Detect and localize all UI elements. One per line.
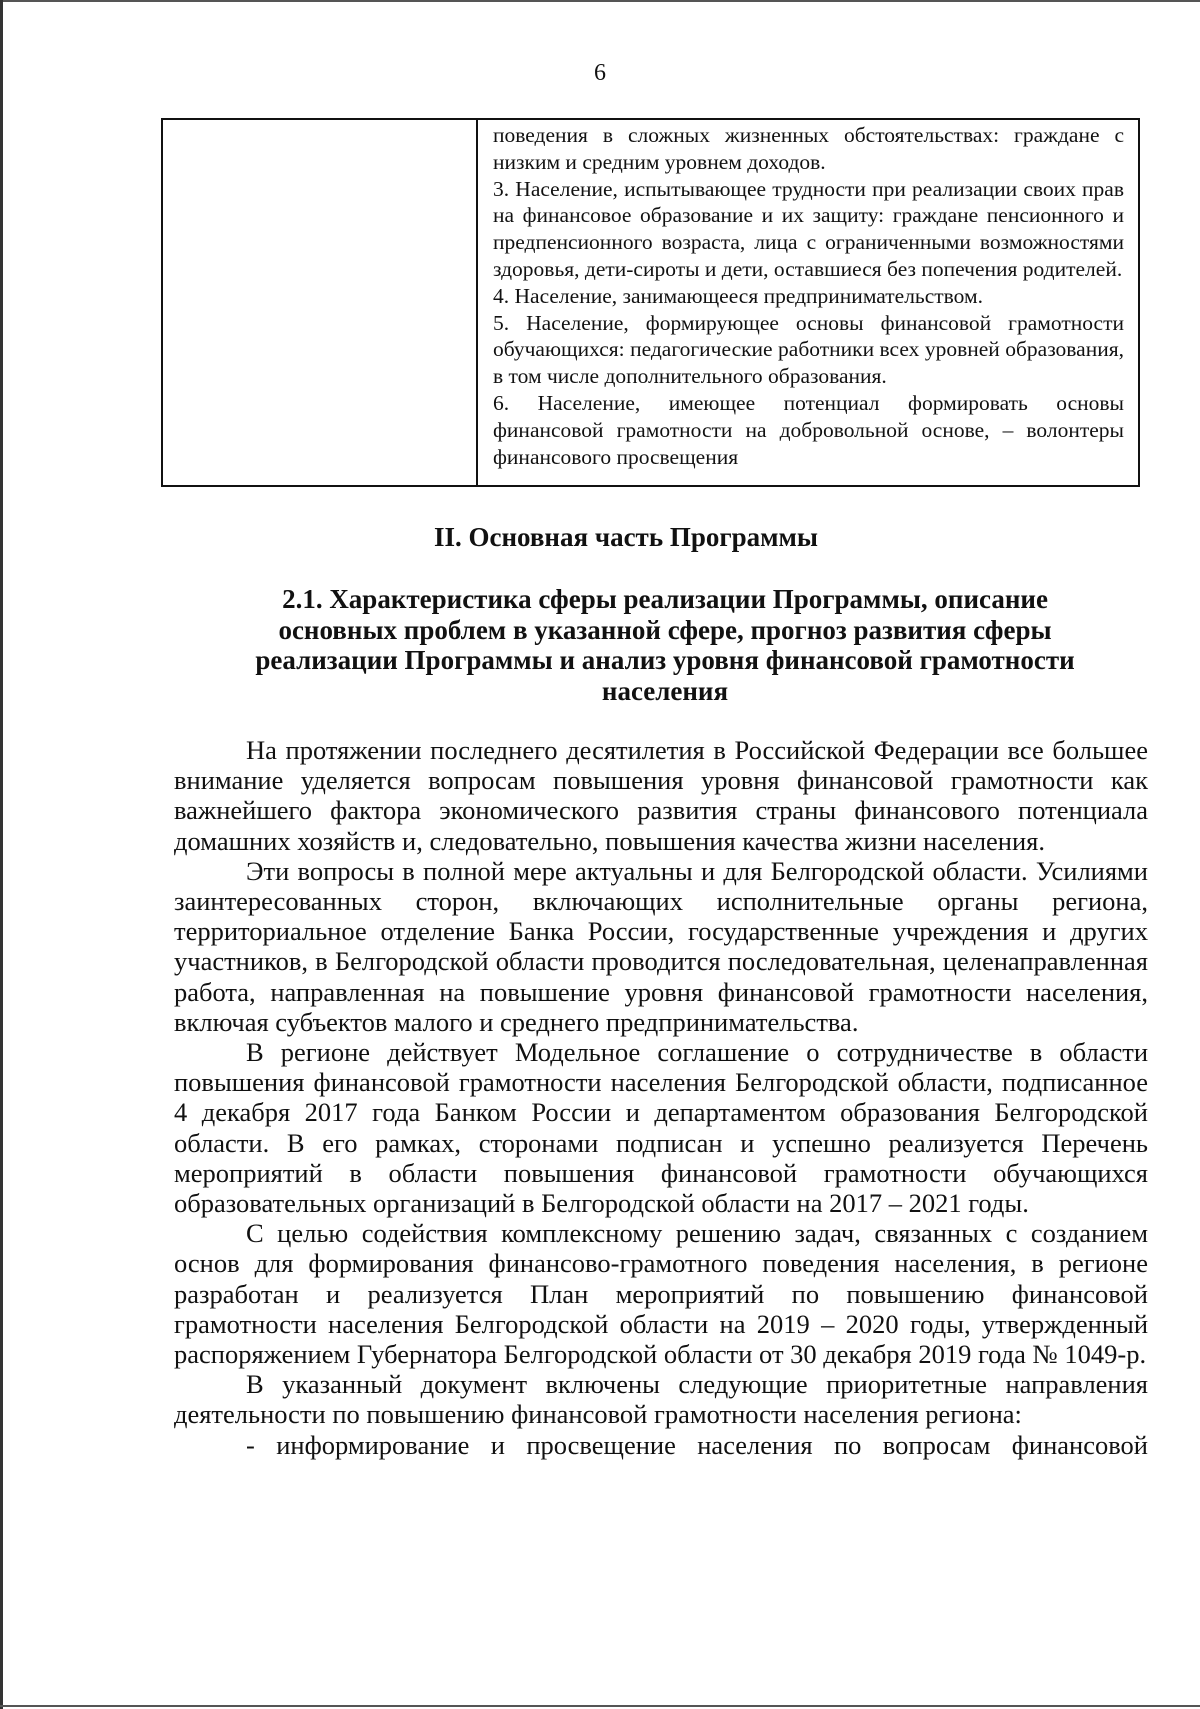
table-cell-paragraph: 6. Население, имеющее потенциал формировать основы финансовой грамотности на добровольной основе, – волонтеры финансового просвещения: [493, 390, 1124, 469]
page-number: 6: [594, 60, 606, 86]
body-text: [174, 735, 1148, 1460]
continuation-table: [161, 118, 1140, 487]
body-paragraph: С целью содействия комплексному решению задач, связанных с созданием основ для формирования финансово-грамотного поведения населения, в регионе разработан и реализуется План мероприятий по повышению финансовой грамотности населения Белгородской области на 2019 – 2020 годы, утвержденный распоряжением Губернатора Белгородской области от 30 декабря 2019 года № 1049-р.: [174, 1218, 1148, 1370]
table-cell-paragraph: 4. Население, занимающееся предпринимательством.: [493, 283, 983, 308]
scan-edge-bottom: [0, 1705, 1200, 1707]
subsection-title: 2.1. Характеристика сферы реализации Программы, описание основных проблем в указанной сфере, прогноз развития сферы реализации Программы и анализ уровня финансовой грамотности населения: [255, 584, 1075, 706]
scan-edge-left: [0, 0, 3, 1709]
section-title: II. Основная часть Программы: [433, 522, 819, 552]
body-paragraph: На протяжении последнего десятилетия в Российской Федерации все большее внимание уделяется вопросам повышения уровня финансовой грамотности как важнейшего фактора экономического развития страны финансового потенциала домашних хозяйств и, следовательно, повышения качества жизни населения.: [174, 735, 1148, 856]
table-cell-paragraph: 5. Население, формирующее основы финансовой грамотности обучающихся: педагогические работники всех уровней образования, в том числе дополнительного образования.: [493, 310, 1124, 389]
body-paragraph: В указанный документ включены следующие приоритетные направления деятельности по повышению финансовой грамотности населения региона:: [174, 1369, 1148, 1430]
scan-edge-top: [0, 0, 1200, 2]
table-right-cell: [478, 120, 1138, 485]
table-cell-paragraph: 3. Население, испытывающее трудности при реализации своих прав на финансовое образование и их защиту: граждане пенсионного и предпенсионного возраста, лица с ограниченными возможностями здоровья, дети-сироты и дети, оставшиеся без попечения родителей.: [493, 176, 1124, 281]
body-paragraph: В регионе действует Модельное соглашение о сотрудничестве в области повышения финансовой грамотности населения Белгородской области, подписанное 4 декабря 2017 года Банком России и департаментом образования Белгородской области. В его рамках, сторонами подписан и успешно реализуется Перечень мероприятий в области повышения финансовой грамотности обучающихся образовательных организаций в Белгородской области на 2017 – 2021 годы.: [174, 1037, 1148, 1219]
body-paragraph: Эти вопросы в полной мере актуальны и для Белгородской области. Усилиями заинтересованных сторон, включающих исполнительные органы региона, территориальное отделение Банка России, государственные учреждения и других участников, в Белгородской области проводится последовательная, целенаправленная работа, направленная на повышение уровня финансовой грамотности населения, включая субъектов малого и среднего предпринимательства.: [174, 855, 1148, 1037]
body-paragraph: - информирование и просвещение населения по вопросам финансовой: [246, 1429, 1148, 1460]
table-left-cell: [163, 120, 478, 485]
table-cell-paragraph: поведения в сложных жизненных обстоятельствах: граждане с низким и средним уровнем доходов.: [493, 123, 1124, 174]
